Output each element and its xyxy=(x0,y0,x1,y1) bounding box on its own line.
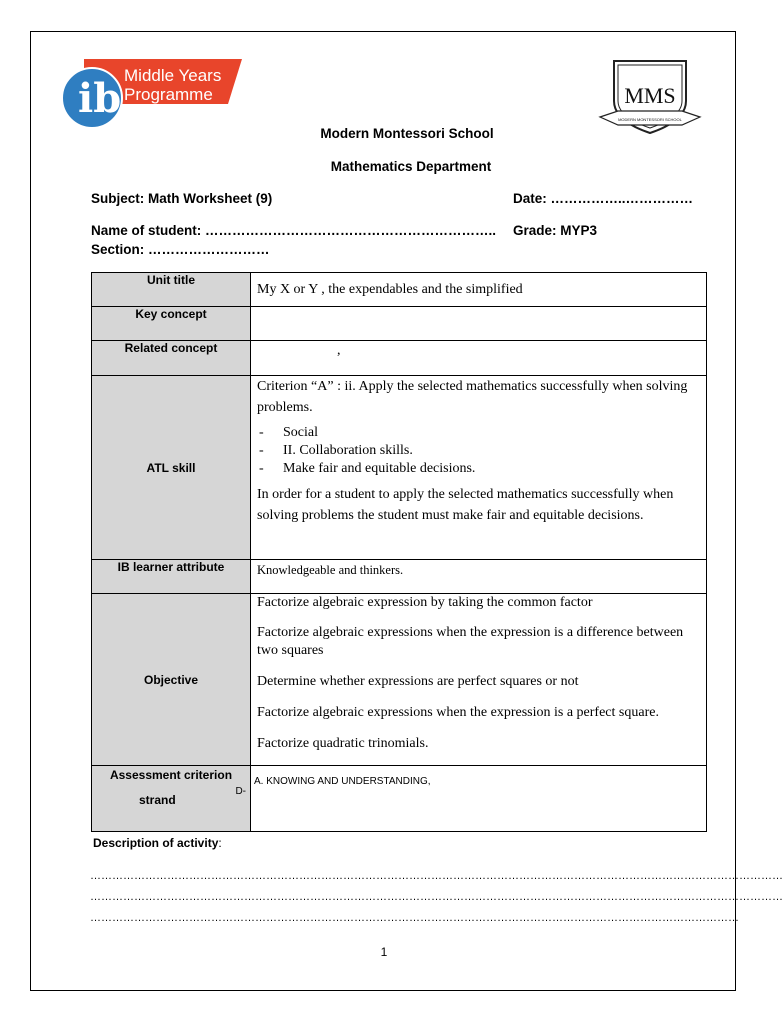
atl-paragraph: In order for a student to apply the selected mathematics successfully when solving problems the student must make fair and equitable decisions. xyxy=(257,487,674,523)
school-name: Modern Montessori School xyxy=(320,126,494,141)
objective-item: Determine whether expressions are perfect squares or not xyxy=(257,674,579,689)
objective-item: Factorize algebraic expressions when the expression is a difference between two squares xyxy=(257,625,684,658)
subject-field: Subject: Math Worksheet (9) xyxy=(91,191,273,206)
section-field: Section: ……………………… xyxy=(91,242,270,257)
description-line-3: …………………………………………………………………………………………………………………………………………………………… xyxy=(90,912,739,924)
list-item xyxy=(257,424,700,442)
atl-skill-value xyxy=(251,376,707,560)
learner-attribute-value: Knowledgeable and thinkers. xyxy=(251,560,707,594)
myp-line1: Middle Years xyxy=(124,66,222,85)
description-colon: : xyxy=(218,836,222,850)
myp-line2: Programme xyxy=(124,85,213,104)
date-field: Date: ……………..…………… xyxy=(513,191,694,206)
objective-item: Factorize algebraic expressions when the expression is a perfect square. xyxy=(257,705,659,720)
description-line-1: ……………………………………………………………………………………………………………………………………………………………………… xyxy=(90,870,783,882)
objective-item: Factorize quadratic trinomials. xyxy=(257,736,429,751)
unit-title-value: My X or Y , the expendables and the simplified xyxy=(251,273,707,307)
objective-value xyxy=(251,594,707,766)
grade-field: Grade: MYP3 xyxy=(513,223,598,238)
student-name-field: Name of student: ……………………………………………………….. xyxy=(91,223,497,238)
unit-plan-table xyxy=(91,272,707,832)
list-item xyxy=(257,460,700,478)
atl-item-text: II. Collaboration skills. xyxy=(283,443,413,458)
mms-crest-ribbon: MODERN MONTESSORI SCHOOL xyxy=(618,117,682,122)
table-row xyxy=(92,307,707,341)
table-row xyxy=(92,766,707,832)
ib-logo-text: ib xyxy=(78,75,122,122)
department-name: Mathematics Department xyxy=(330,159,492,174)
atl-item-text: Social xyxy=(283,425,318,440)
mms-crest-text: MMS xyxy=(624,83,676,108)
unit-title-label: Unit title xyxy=(92,273,251,307)
assessment-label-suffix: D- xyxy=(235,786,246,797)
description-label xyxy=(93,836,222,850)
dash-bullet: - xyxy=(259,461,264,476)
table-row xyxy=(92,560,707,594)
assessment-label-line1: Assessment criterion xyxy=(109,768,233,782)
page-number: 1 xyxy=(380,945,388,959)
learner-attribute-label: IB learner attribute xyxy=(92,560,251,594)
table-row xyxy=(92,376,707,560)
assessment-criterion-value: A. KNOWING AND UNDERSTANDING, xyxy=(251,766,707,832)
related-concept-value: , xyxy=(251,341,707,376)
atl-intro: Criterion “A” : ii. Apply the selected mathematics successfully when solving problems. xyxy=(257,379,688,415)
table-row xyxy=(92,341,707,376)
atl-skill-label: ATL skill xyxy=(92,376,251,560)
atl-item-text: Make fair and equitable decisions. xyxy=(283,461,476,476)
list-item xyxy=(257,442,700,460)
atl-list xyxy=(257,424,700,478)
assessment-criterion-label xyxy=(92,766,251,832)
objective-label: Objective xyxy=(92,594,251,766)
assessment-label-line2: strand xyxy=(139,793,176,807)
table-row xyxy=(92,273,707,307)
objective-item: Factorize algebraic expression by taking the common factor xyxy=(257,595,593,610)
table-row xyxy=(92,594,707,766)
related-concept-label: Related concept xyxy=(92,341,251,376)
dash-bullet: - xyxy=(259,443,264,458)
key-concept-value xyxy=(251,307,707,341)
key-concept-label: Key concept xyxy=(92,307,251,341)
dash-bullet: - xyxy=(259,425,264,440)
description-line-2: ……………………………………………………………………………………………………………………………………………………………………… xyxy=(90,891,783,903)
description-label-text: Description of activity xyxy=(93,836,219,850)
